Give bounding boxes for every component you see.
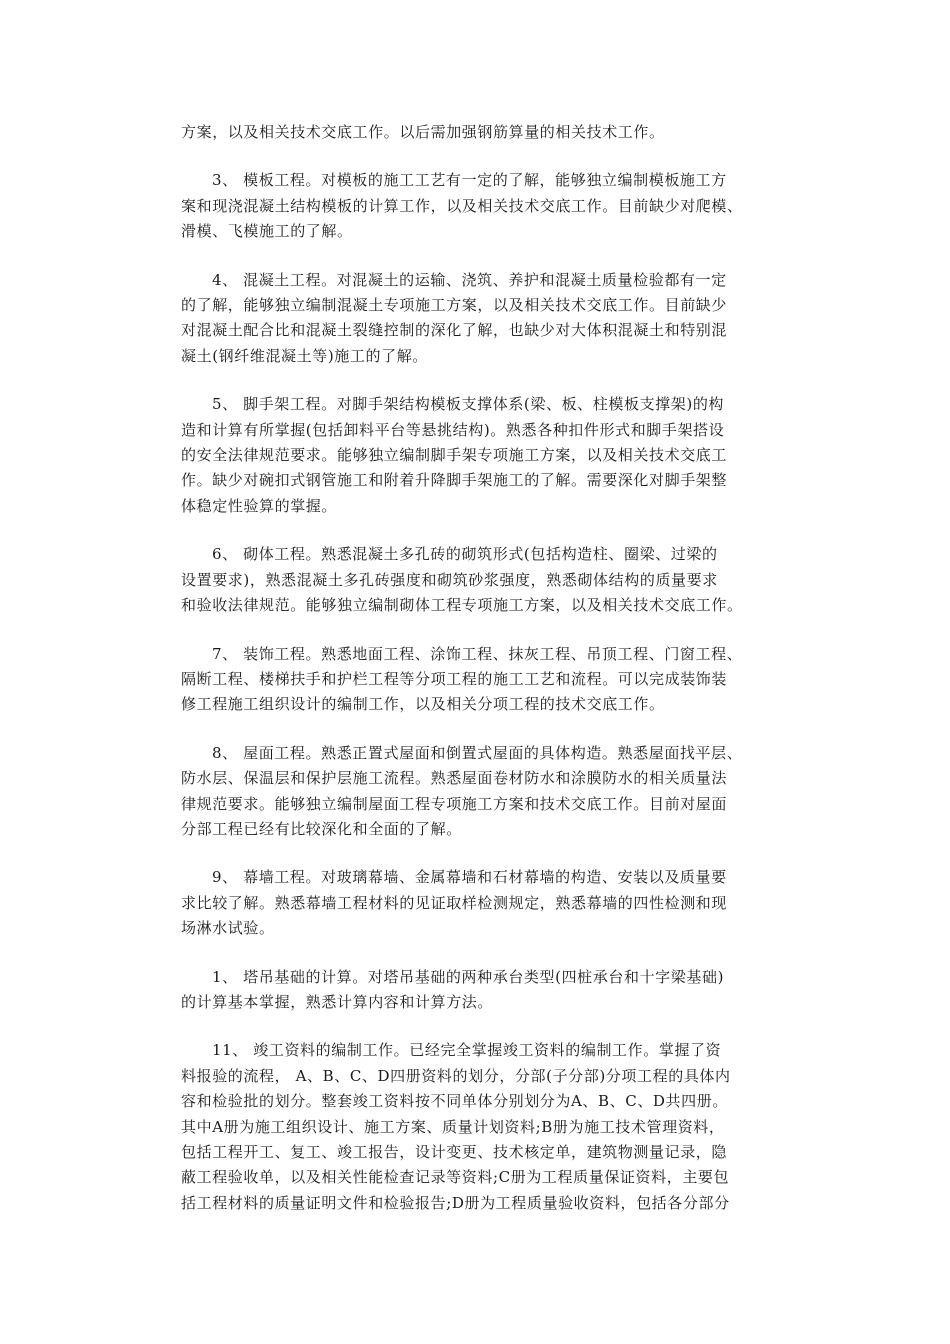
text-line: 滑模、飞模施工的了解。 <box>181 222 353 241</box>
paragraph-roofing <box>181 741 781 843</box>
text-line: 设置要求)，熟悉混凝土多孔砖强度和砌筑砂浆强度，熟悉砌体结构的质量要求 <box>181 570 718 589</box>
paragraph-tower-crane <box>181 965 781 1016</box>
text-line: 包括工程开工、复工、竣工报告，设计变更、技术核定单，建筑物测量记录，隐 <box>181 1143 728 1161</box>
text-line: 求比较了解。熟悉幕墙工程材料的见证取样检测规定，熟悉幕墙的四性检测和现 <box>181 893 728 912</box>
text-line: 和验收法律规范。能够独立编制砌体工程专项施工方案，以及相关技术交底工作。 <box>181 596 743 615</box>
text-line: 方案，以及相关技术交底工作。以后需加强钢筋算量的相关技术工作。 <box>181 123 665 141</box>
text-line: 11、 竣工资料的编制工作。已经完全掌握竣工资料的编制工作。掌握了资 <box>212 1041 722 1060</box>
paragraph-rebar-continuation <box>181 120 781 145</box>
document-body <box>181 120 781 1239</box>
paragraph-scaffold <box>181 392 781 519</box>
text-line: 造和计算有所掌握(包括卸料平台等悬挑结构)。熟悉各种扣件形式和脚手架搭设 <box>181 420 725 439</box>
paragraph-completion-docs <box>181 1038 781 1216</box>
text-line: 5、 脚手架工程。对脚手架结构模板支撑体系(梁、板、柱模板支撑架)的构 <box>212 395 725 414</box>
text-line: 3、 模板工程。对模板的施工工艺有一定的了解，能够独立编制模板施工方 <box>212 171 727 190</box>
text-line: 体稳定性验算的掌握。 <box>181 496 338 515</box>
paragraph-concrete <box>181 268 781 370</box>
text-line: 凝土(钢纤维混凝土等)施工的了解。 <box>181 346 428 365</box>
text-line: 料报验的流程， A、B、C、D四册资料的划分，分部(子分部)分项工程的具体内 <box>181 1066 731 1085</box>
text-line: 案和现浇混凝土结构模板的计算工作，以及相关技术交底工作。目前缺少对爬模、 <box>181 196 743 215</box>
text-line: 蔽工程验收单，以及相关性能检查记录等资料;C册为工程质量保证资料，主要包 <box>181 1168 730 1187</box>
text-line: 4、 混凝土工程。对混凝土的运输、浇筑、养护和混凝土质量检验都有一定 <box>212 270 727 289</box>
text-line: 7、 装饰工程。熟悉地面工程、涂饰工程、抹灰工程、吊顶工程、门窗工程、 <box>212 644 743 663</box>
text-line: 防水层、保温层和保护层施工流程。熟悉屋面卷材防水和涂膜防水的相关质量法 <box>181 769 728 788</box>
text-line: 1、 塔吊基础的计算。对塔吊基础的两种承台类型(四桩承台和十字梁基础) <box>212 967 725 986</box>
text-line: 9、 幕墙工程。对玻璃幕墙、金属幕墙和石材幕墙的构造、安装以及质量要 <box>212 868 727 887</box>
text-line: 律规范要求。能够独立编制屋面工程专项施工方案和技术交底工作。目前对屋面 <box>181 794 728 813</box>
text-line: 的了解，能够独立编制混凝土专项施工方案，以及相关技术交底工作。目前缺少 <box>181 296 728 315</box>
text-line: 作。缺少对碗扣式钢管施工和附着升降脚手架施工的了解。需要深化对脚手架整 <box>181 471 728 490</box>
text-line: 的安全法律规范要求。能够独立编制脚手架专项施工方案，以及相关技术交底工 <box>181 446 728 465</box>
paragraph-formwork <box>181 168 781 244</box>
paragraph-curtain-wall <box>181 865 781 941</box>
paragraph-masonry <box>181 542 781 618</box>
text-line: 对混凝土配合比和混凝土裂缝控制的深化了解，也缺少对大体积混凝土和特别混 <box>181 321 728 340</box>
text-line: 括工程材料的质量证明文件和检验报告;D册为工程质量验收资料，包括各分部分 <box>181 1193 730 1212</box>
text-line: 修工程施工组织设计的编制工作，以及相关分项工程的技术交底工作。 <box>181 695 665 714</box>
text-line: 8、 屋面工程。熟悉正置式屋面和倒置式屋面的具体构造。熟悉屋面找平层、 <box>212 743 743 762</box>
text-line: 分部工程已经有比较深化和全面的了解。 <box>181 819 462 838</box>
text-line: 其中A册为施工组织设计、施工方案、质量计划资料;B册为施工技术管理资料， <box>181 1117 725 1136</box>
text-line: 场淋水试验。 <box>181 919 275 938</box>
text-line: 的计算基本掌握，熟悉计算内容和计算方法。 <box>181 992 494 1011</box>
text-line: 容和检验批的划分。整套竣工资料按不同单体分别划分为A、B、C、D共四册。 <box>181 1092 728 1111</box>
text-line: 隔断工程、楼梯扶手和护栏工程等分项工程的施工工艺和流程。可以完成装饰装 <box>181 669 728 688</box>
paragraph-decoration <box>181 642 781 718</box>
text-line: 6、 砌体工程。熟悉混凝土多孔砖的砌筑形式(包括构造柱、圈梁、过梁的 <box>212 545 718 564</box>
